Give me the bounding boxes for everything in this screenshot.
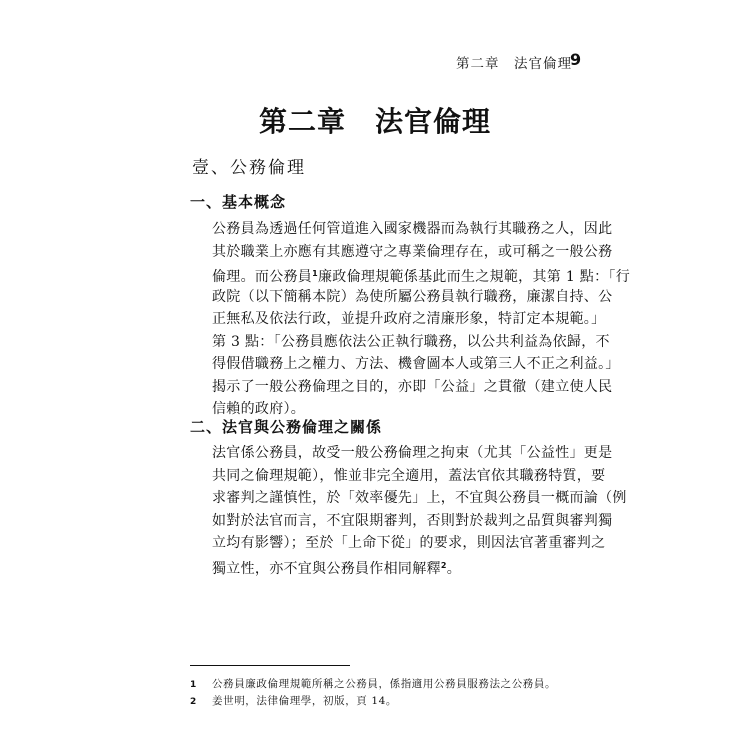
subsection-heading-judges-and-ethics: 二、法官與公務倫理之關係: [190, 418, 383, 436]
subsection-heading-basic-concept: 一、基本概念: [190, 193, 287, 211]
text-line: 揭示了一般公務倫理之目的，亦即「公益」之貫徹（建立使人民: [212, 378, 613, 395]
footnote-ref-2[interactable]: 2: [440, 560, 447, 570]
footnote-2: [190, 693, 397, 708]
footnote-text: 公務員廉政倫理規範所稱之公務員，係指適用公務員服務法之公務員。: [212, 678, 557, 690]
footnote-1: [190, 676, 556, 691]
footnote-marker: 1: [190, 680, 197, 690]
chapter-title: 第二章 法官倫理: [258, 105, 491, 138]
footnote-text: 姜世明，法律倫理學，初版，頁 14。: [212, 695, 397, 707]
text-line: 得假借職務上之權力、方法、機會圖本人或第三人不正之利益。」: [212, 356, 620, 372]
text-line: 倫理。而公務員$^1$廉政倫理規範係基此而生之規範，其第 1 點：「行: [212, 269, 630, 285]
text-line: 求審判之謹慎性，於「效率優先」上，不宜與公務員一概而論（例: [212, 490, 627, 506]
text-line: 立均有影響）；至於「上命下從」的要求，則因法官著重審判之: [212, 535, 606, 551]
text-line: 法官係公務員，故受一般公務倫理之拘束（尤其「公益性」更是: [212, 445, 613, 461]
text-line: 其於職業上亦應有其應遵守之專業倫理存在，或可稱之一般公務: [212, 243, 613, 260]
text-line: 政院（以下簡稱本院）為使所屬公務員執行職務，廉潔自持、公: [212, 288, 613, 305]
text-line: 共同之倫理規範），惟並非完全適用，蓋法官依其職務特質，要: [212, 467, 606, 484]
section-heading: 壹、公務倫理: [192, 158, 306, 178]
page-number: 9: [570, 50, 582, 69]
running-head: 第二章 法官倫理: [456, 56, 572, 72]
paragraph-basic-concept: [212, 218, 630, 421]
text-line: 正無私及依法行政，並提升政府之清廉形象，特訂定本規範。」: [212, 311, 606, 327]
text-line: 第 3 點：「公務員應依法公正執行職務，以公共利益為依歸，不: [212, 333, 610, 350]
text-line: 如對於法官而言，不宜限期審判，否則對於裁判之品質與審判獨: [212, 512, 613, 529]
text-line: 公務員為透過任何管道進入國家機器而為執行其職務之人，因此: [212, 221, 613, 237]
footnote-marker: 2: [190, 697, 197, 707]
footnote-divider: [190, 665, 350, 666]
text-line: 信賴的政府）。: [212, 401, 306, 417]
footnote-ref-1[interactable]: 1: [312, 269, 318, 278]
text-line: 獨立性，亦不宜與公務員作相同解釋$^2$。: [212, 560, 461, 577]
paragraph-judges-and-ethics: [212, 442, 627, 577]
